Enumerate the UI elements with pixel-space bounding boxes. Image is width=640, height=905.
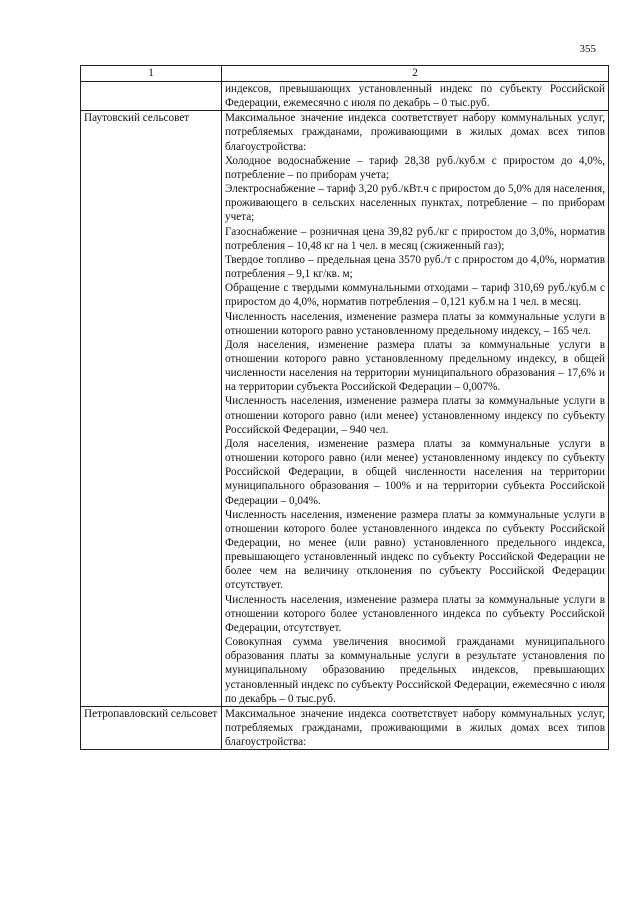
paragraph: Численность населения, изменение размера платы за коммунальные услуги в отношении которого более установленного индекса по субъекту Российской Федерации, отсутствует. <box>225 593 605 634</box>
continuation-name-cell <box>81 82 222 111</box>
description-cell <box>222 706 609 749</box>
municipality-name: Петропавловский сельсовет <box>81 706 222 749</box>
paragraph: Численность населения, изменение размера платы за коммунальные услуги в отношении которого равно установленному предельному индексу, – 165 чел. <box>225 310 605 337</box>
document-table <box>80 65 609 750</box>
paragraph: Газоснабжение – розничная цена 39,82 руб./кг с приростом до 3,0%, норматив потребления – 10,48 кг на 1 чел. в месяц (сжиженный газ); <box>225 225 605 252</box>
column-header-2: 2 <box>222 66 609 82</box>
paragraph: Доля населения, изменение размера платы за коммунальные услуги в отношении которого равно (или менее) установленному индексу по субъекту Российской Федерации, в общей численности населения на территории муниципального образования – 100% и на территории субъекта Российской Федерации – 0,04%. <box>225 437 605 507</box>
paragraph: Максимальное значение индекса соответствует набору коммунальных услуг, потребляемых гражданами, проживающими в жилых домах всех типов благоустройства: <box>225 707 605 749</box>
description-cell <box>222 111 609 707</box>
table-header-row <box>81 66 609 82</box>
page-number: 355 <box>579 43 596 55</box>
paragraph: Численность населения, изменение размера платы за коммунальные услуги в отношении которого равно (или менее) установленному индексу по субъекту Российской Федерации, – 940 чел. <box>225 395 605 436</box>
municipality-name: Паутовский сельсовет <box>81 111 222 707</box>
paragraph: Численность населения, изменение размера платы за коммунальные услуги в отношении которого более установленного индекса по субъекту Российской Федерации, но менее (или равно) установленного предельного индекса, превышающего установленный индекс по субъекту Российской Федерации не более чем на величину отклонения по субъекту Российской Федерации отсутствует. <box>225 508 605 592</box>
paragraph: Твердое топливо – предельная цена 3570 руб./т с приростом до 4,0%, норматив потребления – 9,1 кг/кв. м; <box>225 253 605 281</box>
paragraph: Доля населения, изменение размера платы за коммунальные услуги в отношении которого равно установленному предельному индексу, в общей численности населения на территории муниципального образования – 17,6% и на территории субъекта Российской Федерации – 0,007%. <box>225 338 605 394</box>
continuation-text-cell <box>222 82 609 111</box>
paragraph: Максимальное значение индекса соответствует набору коммунальных услуг, потребляемых гражданами, проживающими в жилых домах всех типов благоустройства: <box>225 112 605 153</box>
paragraph: Совокупная сумма увеличения вносимой гражданами муниципального образования платы за коммунальные услуги в результате установления по муниципальному образованию предельных индексов, превышающих установленный индекс по субъекту Российской Федерации, ежемесячно с июля по декабрь – 0 тыс.руб. <box>225 636 605 705</box>
paragraph: Электроснабжение – тариф 3,20 руб./кВт.ч с приростом до 5,0% для населения, проживающего в сельских населенных пунктах, потребление – по приборам учета; <box>225 183 605 224</box>
paragraph: Холодное водоснабжение – тариф 28,38 руб./куб.м с приростом до 4,0%, потребление – по приборам учета; <box>225 154 605 181</box>
table-row <box>81 111 609 707</box>
column-header-1: 1 <box>81 66 222 82</box>
table-row-continuation <box>81 82 609 111</box>
continuation-paragraph: индексов, превышающих установленный индекс по субъекту Российской Федерации, ежемесячно с июля по декабрь – 0 тыс.руб. <box>225 83 605 110</box>
paragraph: Обращение с твердыми коммунальными отходами – тариф 310,69 руб./куб.м с приростом до 4,0%, норматив потребления – 0,121 куб.м на 1 чел. в месяц. <box>225 282 605 309</box>
table-row <box>81 706 609 749</box>
